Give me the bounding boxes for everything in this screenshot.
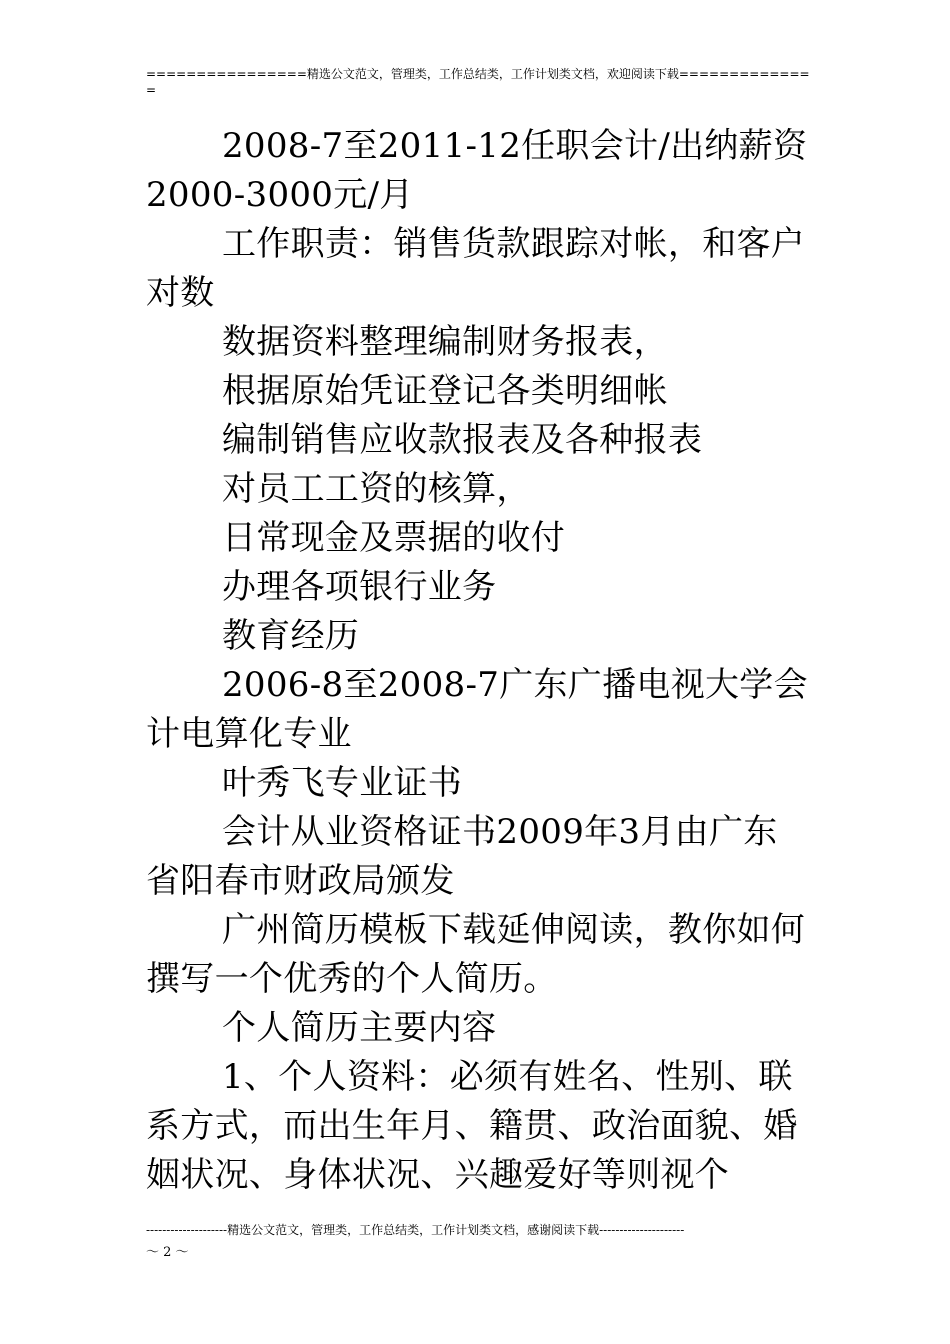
document-body: [146, 122, 808, 1200]
paragraph: 编制销售应收款报表及各种报表: [222, 420, 703, 460]
paragraph: 2008-7至2011-12任职会计/出纳薪资2000-3000元/月: [146, 126, 808, 215]
section-heading-certificates: 叶秀飞专业证书: [222, 763, 463, 803]
page-number: ～ 2 ～: [146, 1245, 189, 1260]
paragraph: 工作职责：销售货款跟踪对帐，和客户对数: [146, 224, 806, 313]
section-heading-resume-content: 个人简历主要内容: [222, 1008, 497, 1048]
paragraph: 1、个人资料：必须有姓名、性别、联系方式，而出生年月、籍贯、政治面貌、婚姻状况、身体状况、兴趣爱好等则视个: [146, 1057, 798, 1195]
page-footer: --------------------精选公文范文，管理类，工作总结类，工作计划类文档，感谢阅读下载---------------------: [146, 1223, 685, 1237]
paragraph: 对员工工资的核算，: [222, 469, 531, 509]
paragraph: 广州简历模板下载延伸阅读，教你如何撰写一个优秀的个人简历。: [146, 910, 806, 999]
paragraph: 数据资料整理编制财务报表，: [222, 322, 668, 362]
paragraph: 会计从业资格证书2009年3月由广东省阳春市财政局颁发: [146, 812, 778, 901]
page-header: ================精选公文范文，管理类，工作总结类，工作计划类文档，欢迎阅读下载==============: [146, 67, 810, 97]
paragraph: 办理各项银行业务: [222, 567, 497, 607]
paragraph: 2006-8至2008-7广东广播电视大学会计电算化专业: [146, 665, 808, 754]
paragraph: 根据原始凭证登记各类明细帐: [222, 371, 668, 411]
section-heading-education: 教育经历: [222, 616, 360, 656]
paragraph: 日常现金及票据的收付: [222, 518, 565, 558]
